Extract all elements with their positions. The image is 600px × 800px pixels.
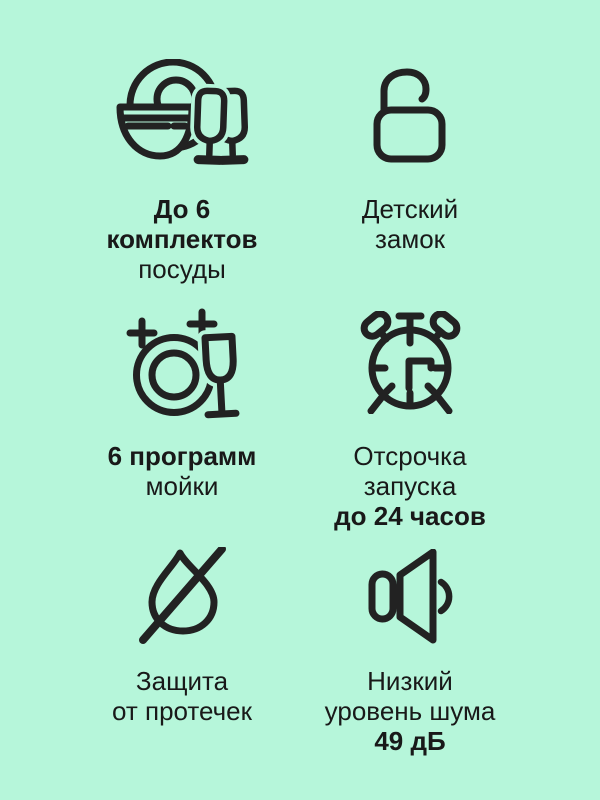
feature-caption xyxy=(112,666,252,726)
caption-line: Защита xyxy=(135,666,229,696)
caption-line: Отсрочка xyxy=(353,441,467,471)
no-leak-drop-icon xyxy=(130,547,234,647)
caption-line: запуска xyxy=(363,471,457,501)
dishes-icon xyxy=(112,59,252,171)
caption-line: комплектов xyxy=(106,224,258,254)
caption-line: мойки xyxy=(145,471,219,501)
caption-line: посуды xyxy=(138,254,226,284)
caption-line: уровень шума xyxy=(324,696,496,726)
caption-line: Детский xyxy=(361,194,459,224)
feature-card-delayed-start xyxy=(260,303,560,538)
caption-line: Низкий xyxy=(367,666,453,696)
open-lock-icon xyxy=(370,67,450,164)
clean-plate-glass-icon xyxy=(112,305,252,420)
feature-caption xyxy=(362,194,458,254)
caption-line: 6 программ xyxy=(107,441,257,471)
feature-caption xyxy=(334,441,486,531)
speaker-icon xyxy=(364,549,456,645)
caption-line: 49 дБ xyxy=(374,726,446,756)
feature-caption xyxy=(106,194,257,284)
caption-line: от протечек xyxy=(111,696,253,726)
alarm-clock-icon xyxy=(360,311,461,414)
feature-card-low-noise xyxy=(260,538,560,756)
caption-line: замок xyxy=(374,224,446,254)
caption-line: До 6 xyxy=(153,194,211,224)
caption-line: до 24 часов xyxy=(334,501,486,531)
feature-caption xyxy=(108,441,257,501)
feature-caption xyxy=(325,666,496,756)
feature-card-child-lock xyxy=(260,56,560,303)
